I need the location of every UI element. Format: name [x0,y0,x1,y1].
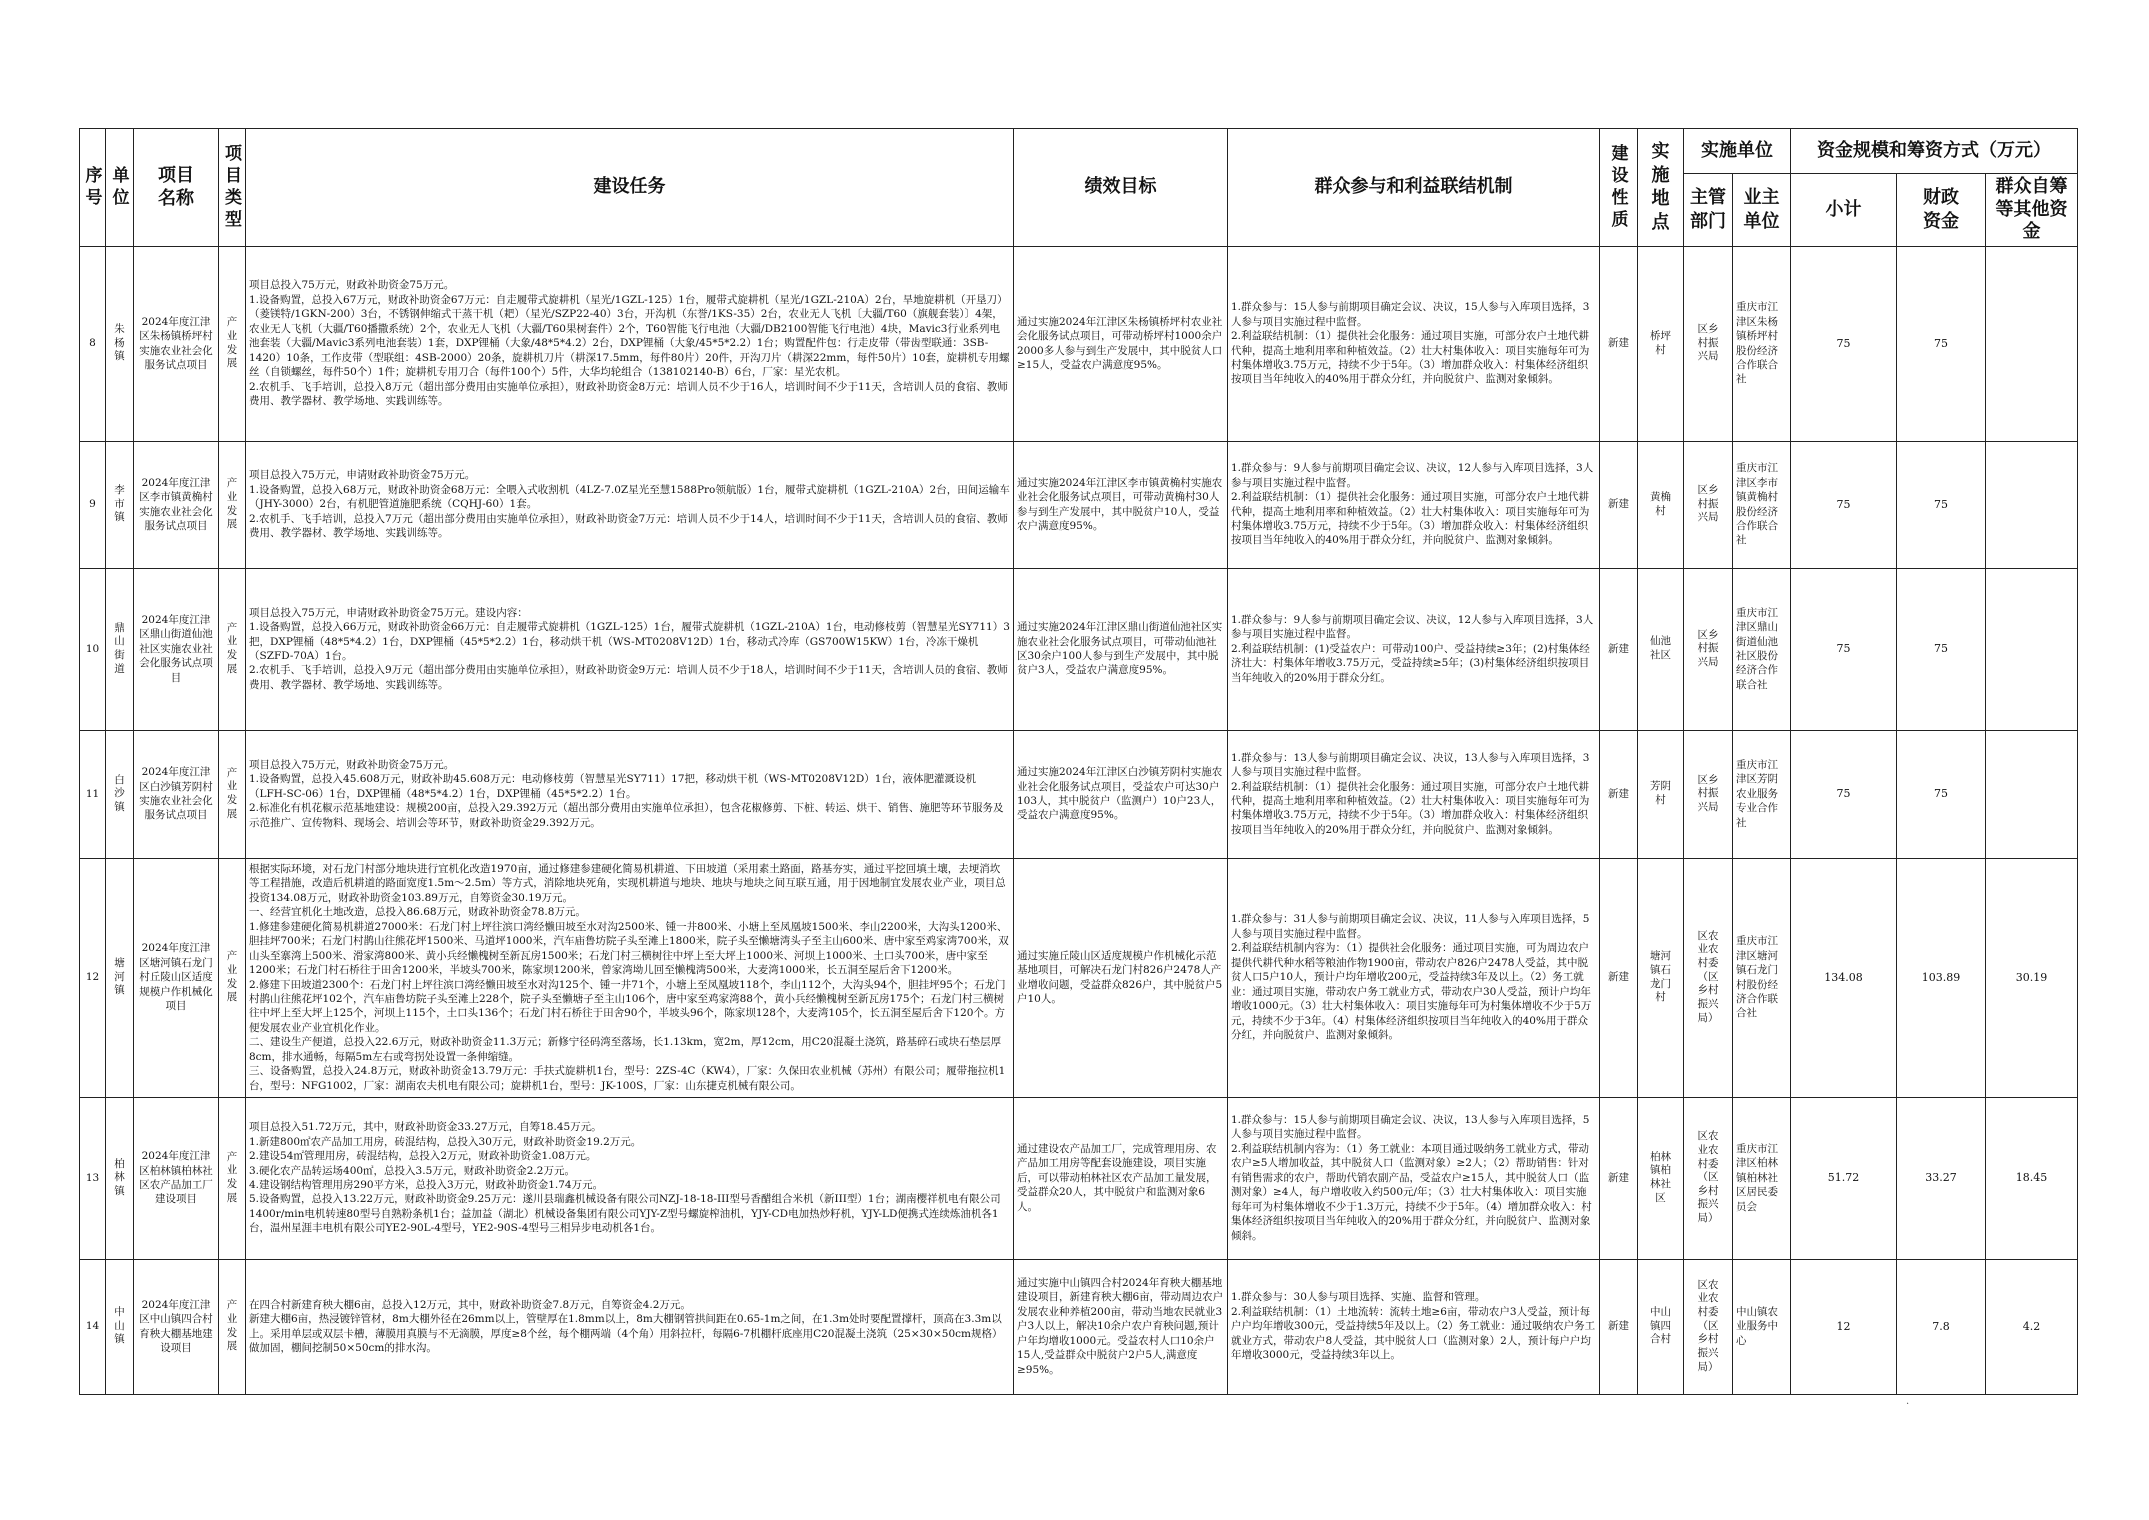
row-subtotal: 75 [1791,246,1897,441]
row-location: 仙池社区 [1638,568,1684,730]
row-owner: 重庆市江津区李市镇黄桷村股份经济合作联合社 [1733,441,1791,568]
row-mechanism: 1.群众参与：15人参与前期项目确定会议、决议，15人参与入库项目选择，3人参与项目实施过程中监督。 2.利益联结机制：（1）提供社会化服务：通过项目实施，可部分农户土地代耕代种，提高土地利用率和种植效益。（2）壮大村集体收入：项目实施每年可为村集体增收3.75万元，持续不少于5年。（3）增加群众收入：村集体经济组织按项目当年纯收入的40%用于群众分红，并向脱贫户、监测对象倾斜。 [1228,246,1600,441]
row-seq: 9 [80,441,106,568]
row-owner: 重庆市江津区柏林镇柏林社区居民委员会 [1733,1097,1791,1259]
row-tasks: 在四合村新建育秧大棚6亩，总投入12万元，其中，财政补助资金7.8万元，自筹资金4.2万元。 新建大棚6亩，热浸镀锌管材，8m大棚外径在26mm以上，管壁厚在1.8mm以上，8m大棚钢管拱间距在0.65-1m之间，在1.3m处时要配置撑杆，顶高在3.3m以上。采用单层或双层卡槽，薄膜用真膜与不无滴膜，厚度≥8个丝，每个棚两端（4个角）用斜拉杆，每隔6-7机棚杆底座用C20混凝土浇筑（25×30×50cm规格）做加固，棚间挖制50×50cm的排水沟。 [246,1259,1014,1394]
table-row [80,1259,2078,1394]
row-dept: 区乡村振兴局 [1684,441,1733,568]
row-goals: 通过实施中山镇四合村2024年育秧大棚基地建设项目，新建育秧大棚6亩，带动周边农户发展农业种养植200亩，带动当地农民就业3户3人以上，解决10余户农户育秧问题,预计户年均增收1000元。受益农村人口10余户15人,受益群众中脱贫户2户5人,满意度≥95%。 [1014,1259,1228,1394]
row-project-type: 产业发展 [219,730,246,858]
row-nature: 新建 [1600,441,1638,568]
row-other [1986,246,2078,441]
row-tasks: 根据实际环境，对石龙门村部分地块进行宜机化改造1970亩，通过修建参建硬化简易机耕道、下田坡道（采用素土路面，路基夯实，通过平挖回填土壤，去埂消坎等工程措施，改造后机耕道的路面宽度1.5m～2.5m）等方式，消除地块死角，实现机耕道与地块、地块与地块之间互联互通，用于因地制宜发展农业产业，项目总投资134.08万元，财政补助资金103.89万元，自筹资金30.19万元。 一、经营宜机化土地改造，总投入86.68万元，财政补助资金78.8万元。 1.修建参建硬化简易机耕道27000米：石龙门村上坪往滨口湾经懒田坡至水对沟2500米、锺一井800米、小塘上至凤凰坡1500米、李山2200米，大沟头1200米、胆挂坪700米；石龙门村鹊山往熊花坪1500米、马道坪1000米，汽车庙鲁坊院子头至滩上1800米，院子头至懒塘湾头子至主山600米、唐中家至鸡家湾700米，双山头至寨湾上500米、滑家湾800米、黄小兵经懒槐树至新瓦房1500米；石龙门村三横树往中坪上至大坪上1000米、河坝上1000米、土口头700米，唐中家至1200米；石龙门村石桥往于田舍1200米，半坡头700米，陈家坝1200米，曾家湾坳儿回至懒槐湾500米，大麦湾1000米，长五洞至屋后舍下1200米。 2.修建下田坡道2300个：石龙门村上坪往滨口湾经懒田坡至水对沟125个、锺一井71个，小塘上至凤凰坡118个，李山112个，大沟头94个，胆挂坪95个；石龙门村鹊山往熊花坪102个，汽车庙鲁坊院子头至滩上228个，院子头至懒塘子至主山106个，唐中家至鸡家湾88个，黄小兵经懒槐树至新瓦房175个；石龙门村三横树往中坪上至大坪上125个，河坝上115个，土口头136个；石龙门村石桥往于田舍90个，半坡头96个，陈家坝128个，大麦湾105个，长五洞至屋后舍下120个。方便发展农业产业宜机化作业。 二、建设生产便道，总投入22.6万元，财政补助资金11.3万元；新修宁径码湾至落场，长1.13km，宽2m，厚12cm，用C20混凝土浇筑，路基碎石或块石垫层厚8cm，排水通畅，每隔5m左右或弯拐处设置一条伸缩缝。 三、设备购置，总投入24.8万元，财政补助资金13.79万元：手扶式旋耕机1台，型号：2ZS-4C（KW4），厂家：久保田农业机械（苏州）有限公司；履带拖拉机1台，型号：NFG1002，厂家：湖南农夫机电有限公司；旋耕机1台，型号：JK-100S，厂家：山东捷克机械有限公司。 [246,858,1014,1097]
footer-mark: . [1906,1396,1910,1407]
row-unit: 塘河镇 [106,858,134,1097]
row-mechanism: 1.群众参与：31人参与前期项目确定会议、决议，11人参与入库项目选择，5人参与项目实施过程中监督。 2.利益联结机制内容为：（1）提供社会化服务：通过项目实施，可为周边农户提供代耕代种水稻等粮油作物1900亩，带动农户826户2478人受益，其中脱贫人口5户10人，预计户均年增收200元，受益持续3年及以上。（2）务工就业：通过项目实施，带动农户务工就业方式，带动农户30人受益，预计户均年增收1000元。（3）壮大村集体收入：项目实施每年可为村集体增收不少于5万元，持续不少于3年。（4）村集体经济组织按项目当年纯收入的40%用于群众分红，并向脱贫户、监测对象倾斜。 [1228,858,1600,1097]
header-fiscal: 财政资金 [1897,174,1986,247]
row-goals: 通过建设农产品加工厂，完成管理用房、农产品加工用房等配套设施建设，项目实施后，可以带动柏林社区农产品加工量发展，受益群众20人，其中脱贫户和监测对象6人。 [1014,1097,1228,1259]
row-project-type: 产业发展 [219,246,246,441]
row-nature: 新建 [1600,1097,1638,1259]
row-project-name: 2024年度江津区塘河镇石龙门村丘陵山区适度规模户作机械化项目 [134,858,219,1097]
header-owner: 业主单位 [1733,174,1791,247]
row-subtotal: 75 [1791,730,1897,858]
row-project-type: 产业发展 [219,858,246,1097]
header-goals: 绩效目标 [1014,129,1228,247]
row-fiscal: 75 [1897,730,1986,858]
header-project-name: 项目名称 [134,129,219,247]
row-location: 中山镇四合村 [1638,1259,1684,1394]
row-fiscal: 103.89 [1897,858,1986,1097]
row-tasks: 项目总投入75万元，财政补助资金75万元。 1.设备购置，总投入45.608万元，财政补助45.608万元：电动修枝剪（智慧星光SY711）17把，移动烘干机（WS-MT0208V12D）1台，液体肥灌溉设机（LFH-SC-06）1台，DXP锂桶（48*5*4.2）1台，DXP锂桶（45*5*2.2）1台。 2.标准化有机花椒示范基地建设：规模200亩，总投入29.392万元（超出部分费用由实施单位承担），包含花椒修剪、下桩、转运、烘干、销售、施肥等环节服务及示范推广、宣传物料、现场会、培训会等环节，财政补助资金29.392万元。 [246,730,1014,858]
header-dept: 主管部门 [1684,174,1733,247]
row-nature: 新建 [1600,246,1638,441]
row-project-type: 产业发展 [219,1097,246,1259]
row-unit: 白沙镇 [106,730,134,858]
row-project-name: 2024年度江津区李市镇黄桷村实施农业社会化服务试点项目 [134,441,219,568]
row-location: 塘河镇石龙门村 [1638,858,1684,1097]
row-tasks: 项目总投入75万元，财政补助资金75万元。 1.设备购置，总投入67万元，财政补助资金67万元：自走履带式旋耕机（星光/1GZL-125）1台，履带式旋耕机（星光/1GZL-210A）2台，旱地旋耕机（开垦刀）（菱镁特/1GKN-200）3台，不锈钢伸缩式干蒸干机（耙）（星光/SZP22-40）3台，开沟机（东誉/1KS-35）2台，农业无人飞机〔大疆/T60（旗舰套装）〕4架，农业无人飞机（大疆/T60播撒系统）2个，农业无人飞机（大疆/T60果树套件）2个，T60智能飞行电池（大疆/DB2100智能飞行电池）4块，Mavic3行业系列电池套装（大疆/Mavic3系列电池套装）1套，DXP锂桶（大象/48*5*4.2）2台，DXP锂桶（大象/45*5*2.2）1台；购置配件包：行走皮带（带齿型联通：3SB-1420）10条，工作皮带（型联组：4SB-2000）20条，旋耕机刀片（耕深17.5mm，每件80片）20件，开沟刀片（耕深22mm，每件50片）10套，旋耕机专用螺丝（自锁螺丝，每件50个）1件；旋耕机专用刀合（每件100个）5件，大华均轮组合（138102140-B）6台，厂家：星光农机。 2.农机手、飞手培训，总投入8万元（超出部分费用由实施单位承担），财政补助资金8万元：培训人员不少于16人，培训时间不少于11天，含培训人员的食宿、教师费用、教学器材、教学场地、实践训练等。 [246,246,1014,441]
row-unit: 中山镇 [106,1259,134,1394]
table-row [80,568,2078,730]
row-seq: 12 [80,858,106,1097]
row-owner: 重庆市江津区芳阴农业服务专业合作社 [1733,730,1791,858]
row-subtotal: 75 [1791,568,1897,730]
table-row [80,858,2078,1097]
row-fiscal: 33.27 [1897,1097,1986,1259]
row-dept: 区乡村振兴局 [1684,730,1733,858]
row-other [1986,441,2078,568]
header-tasks: 建设任务 [246,129,1014,247]
table-row [80,246,2078,441]
row-project-name: 2024年度江津区白沙镇芳阴村实施农业社会化服务试点项目 [134,730,219,858]
row-goals: 通过实施2024年江津区李市镇黄桷村实施农业社会化服务试点项目，可带动黄桷村30人参与到生产发展中，其中脱贫户10人，受益农户满意度95%。 [1014,441,1228,568]
row-fiscal: 75 [1897,441,1986,568]
project-table [79,128,2078,1395]
table-row [80,441,2078,568]
row-subtotal: 134.08 [1791,858,1897,1097]
row-seq: 8 [80,246,106,441]
header-impl-unit: 实施单位 [1684,129,1791,174]
row-mechanism: 1.群众参与：15人参与前期项目确定会议、决议，13人参与入库项目选择，5人参与项目实施过程中监督。 2.利益联结机制内容为：（1）务工就业：本项目通过吸纳务工就业方式，带动农户≥5人增加收益，其中脱贫人口（监测对象）≥2人；（2）帮助销售：针对有销售需求的农户，帮助代销农副产品，受益农户≥15人，其中脱贫人口（监测对象）≥4人，每户增收收入约500元/年；（3）壮大村集体收入：项目实施每年可为村集体增收不少于1.3万元，持续不少于5年。（4）增加群众收入：村集体经济组织按项目当年纯收入的20%用于群众分红，并向脱贫户、监测对象倾斜。 [1228,1097,1600,1259]
row-seq: 14 [80,1259,106,1394]
row-other: 4.2 [1986,1259,2078,1394]
row-fiscal: 7.8 [1897,1259,1986,1394]
row-mechanism: 1.群众参与：30人参与项目选择、实施、监督和管理。 2.利益联结机制：（1）土地流转：流转土地≥6亩，带动农户3人受益，预计每户户均年增收300元，受益持续5年及以上。（2）务工就业：通过吸纳农户务工就业方式，带动农户8人受益，其中脱贫人口（监测对象）2人，预计每户户均年增收3000元，受益持续3年以上。 [1228,1259,1600,1394]
row-mechanism: 1.群众参与：9人参与前期项目确定会议、决议，12人参与入库项目选择，3人参与项目实施过程中监督。 2.利益联结机制：(1)受益农户：可带动100户、受益持续≥3年；(2)村集体经济壮大：村集体年增收3.75万元，受益持续≥5年；(3)村集体经济组织按项目当年纯收入的20%用于群众分红。 [1228,568,1600,730]
row-tasks: 项目总投入51.72万元，其中，财政补助资金33.27万元，自筹18.45万元。 1.新建800㎡农产品加工用房，砖混结构，总投入30万元，财政补助资金19.2万元。 2.建设54㎡管理用房，砖混结构，总投入2万元，财政补助资金1.08万元。 3.硬化农产品转运场400㎡，总投入3.5万元，财政补助资金2.2万元。 4.建设钢结构管理用房290平方米，总投入3万元，财政补助资金1.74万元。 5.设备购置，总投入13.22万元，财政补助资金9.25万元：遂川县瑞鑫机械设备有限公司NZJ-18-18-III型号香醋组合米机（新III型）1台；湖南樱祥机电有限公司1400r/min电机转速80型号自熟粉条机1台；益加益（湖北）机械设备集团有限公司YJY-Z型号螺旋榨油机，YJY-CD电加热炒籽机，YJY-LD便携式连续炼油机各1台，温州星涯丰电机有限公司YE2-90L-4型号，YE2-90S-4型号三相异步电动机各1台。 [246,1097,1014,1259]
row-owner: 重庆市江津区鼎山街道仙池社区股份经济合作联合社 [1733,568,1791,730]
row-project-name: 2024年度江津区鼎山街道仙池社区实施农业社会化服务试点项目 [134,568,219,730]
row-location: 桥坪村 [1638,246,1684,441]
row-project-name: 2024年度江津区柏林镇柏林社区农产品加工厂建设项目 [134,1097,219,1259]
row-other [1986,568,2078,730]
row-mechanism: 1.群众参与：13人参与前期项目确定会议、决议，13人参与入库项目选择，3人参与项目实施过程中监督。 2.利益联结机制：（1）提供社会化服务：通过项目实施，可部分农户土地代耕代种，提高土地利用率和种植效益。（2）壮大村集体收入：项目实施每年可为村集体增收3.75万元，持续不少于5年。（3）增加群众收入：村集体经济组织按项目当年纯收入的20%用于群众分红，并向脱贫户、监测对象倾斜。 [1228,730,1600,858]
row-nature: 新建 [1600,858,1638,1097]
row-goals: 通过实施2024年江津区白沙镇芳阴村实施农业社会化服务试点项目，受益农户可达30户103人，其中脱贫户（监测户）10户23人，受益农户满意度95%。 [1014,730,1228,858]
row-dept: 区乡村振兴局 [1684,246,1733,441]
header-seq: 序号 [80,129,106,247]
row-dept: 区乡村振兴局 [1684,568,1733,730]
row-project-name: 2024年度江津区朱杨镇桥坪村实施农业社会化服务试点项目 [134,246,219,441]
row-subtotal: 12 [1791,1259,1897,1394]
row-subtotal: 51.72 [1791,1097,1897,1259]
header-location: 实施地点 [1638,129,1684,247]
row-owner: 中山镇农业服务中心 [1733,1259,1791,1394]
row-nature: 新建 [1600,730,1638,858]
row-project-name: 2024年度江津区中山镇四合村育秧大棚基地建设项目 [134,1259,219,1394]
row-fiscal: 75 [1897,568,1986,730]
row-tasks: 项目总投入75万元，申请财政补助资金75万元。 1.设备购置，总投入68万元，财政补助资金68万元：全喂入式收割机（4LZ-7.0Z星光至慧1588Pro领航版）1台，履带式旋耕机（1GZL-210A）2台，田间运输车（JHY-3000）2台，有机肥管道施肥系统（CQHJ-60）1套。 2.农机手、飞手培训，总投入7万元（超出部分费用由实施单位承担），财政补助资金7万元：培训人员不少于14人，培训时间不少于11天，含培训人员的食宿、教师费用、教学器材、教学场地、实践训练等。 [246,441,1014,568]
header-mechanism: 群众参与和利益联结机制 [1228,129,1600,247]
row-unit: 鼎山街道 [106,568,134,730]
row-other: 18.45 [1986,1097,2078,1259]
row-owner: 重庆市江津区朱杨镇桥坪村股份经济合作联合社 [1733,246,1791,441]
row-nature: 新建 [1600,1259,1638,1394]
row-subtotal: 75 [1791,441,1897,568]
row-tasks: 项目总投入75万元，申请财政补助资金75万元。建设内容： 1.设备购置，总投入66万元，财政补助资金66万元：自走履带式旋耕机（1GZL-125）1台，履带式旋耕机（1GZL-210A）1台，电动修枝剪（智慧星光SY711）3把，DXP锂桶（48*5*4.2）1台，DXP锂桶（45*5*2.2）1台，移动烘干机（WS-MT0208V12D）1台，移动式冷库（GS700W15KW）1台，冷冻干燥机（SZFD-70A）1台。 2.农机手、飞手培训，总投入9万元（超出部分费用由实施单位承担），财政补助资金9万元：培训人员不少于18人，培训时间不少于11天，含培训人员的食宿、教师费用、教学器材、教学场地、实践训练等。 [246,568,1014,730]
row-goals: 通过实施丘陵山区适度规模户作机械化示范基地项目，可解决石龙门村826户2478人产业增收问题，受益群众826户，其中脱贫户5户10人。 [1014,858,1228,1097]
row-unit: 李市镇 [106,441,134,568]
table-row [80,1097,2078,1259]
row-seq: 11 [80,730,106,858]
row-dept: 区农业农村委（区乡村振兴局） [1684,1097,1733,1259]
row-project-type: 产业发展 [219,441,246,568]
row-location: 黄桷村 [1638,441,1684,568]
row-seq: 13 [80,1097,106,1259]
row-project-type: 产业发展 [219,1259,246,1394]
row-location: 芳阴村 [1638,730,1684,858]
row-seq: 10 [80,568,106,730]
row-project-type: 产业发展 [219,568,246,730]
row-unit: 朱杨镇 [106,246,134,441]
header-project-type: 项目类型 [219,129,246,247]
row-mechanism: 1.群众参与：9人参与前期项目确定会议、决议，12人参与入库项目选择，3人参与项目实施过程中监督。 2.利益联结机制：（1）提供社会化服务：通过项目实施，可部分农户土地代耕代种，提高土地利用率和种植效益。（2）壮大村集体收入：项目实施每年可为村集体增收3.75万元，持续不少于5年。（3）增加群众收入：村集体经济组织按项目当年纯收入的40%用于群众分红，并向脱贫户、监测对象倾斜。 [1228,441,1600,568]
header-subtotal: 小计 [1791,174,1897,247]
row-owner: 重庆市江津区塘河镇石龙门村股份经济合作联合社 [1733,858,1791,1097]
header-other: 群众自筹等其他资金 [1986,174,2078,247]
row-other [1986,730,2078,858]
table-row [80,730,2078,858]
header-nature: 建设性质 [1600,129,1638,247]
row-dept: 区农业农村委（区乡村振兴局） [1684,1259,1733,1394]
header-funds: 资金规模和筹资方式（万元） [1791,129,2078,174]
row-location: 柏林镇柏林社区 [1638,1097,1684,1259]
row-goals: 通过实施2024年江津区鼎山街道仙池社区实施农业社会化服务试点项目，可带动仙池社区30余户100人参与到生产发展中，其中脱贫户3人，受益农户满意度95%。 [1014,568,1228,730]
row-goals: 通过实施2024年江津区朱杨镇桥坪村农业社会化服务试点项目，可带动桥坪村1000余户2000多人参与到生产发展中，其中脱贫人口≥15人，受益农户满意度95%。 [1014,246,1228,441]
row-unit: 柏林镇 [106,1097,134,1259]
row-nature: 新建 [1600,568,1638,730]
row-fiscal: 75 [1897,246,1986,441]
row-dept: 区农业农村委（区乡村振兴局） [1684,858,1733,1097]
header-unit: 单位 [106,129,134,247]
row-other: 30.19 [1986,858,2078,1097]
